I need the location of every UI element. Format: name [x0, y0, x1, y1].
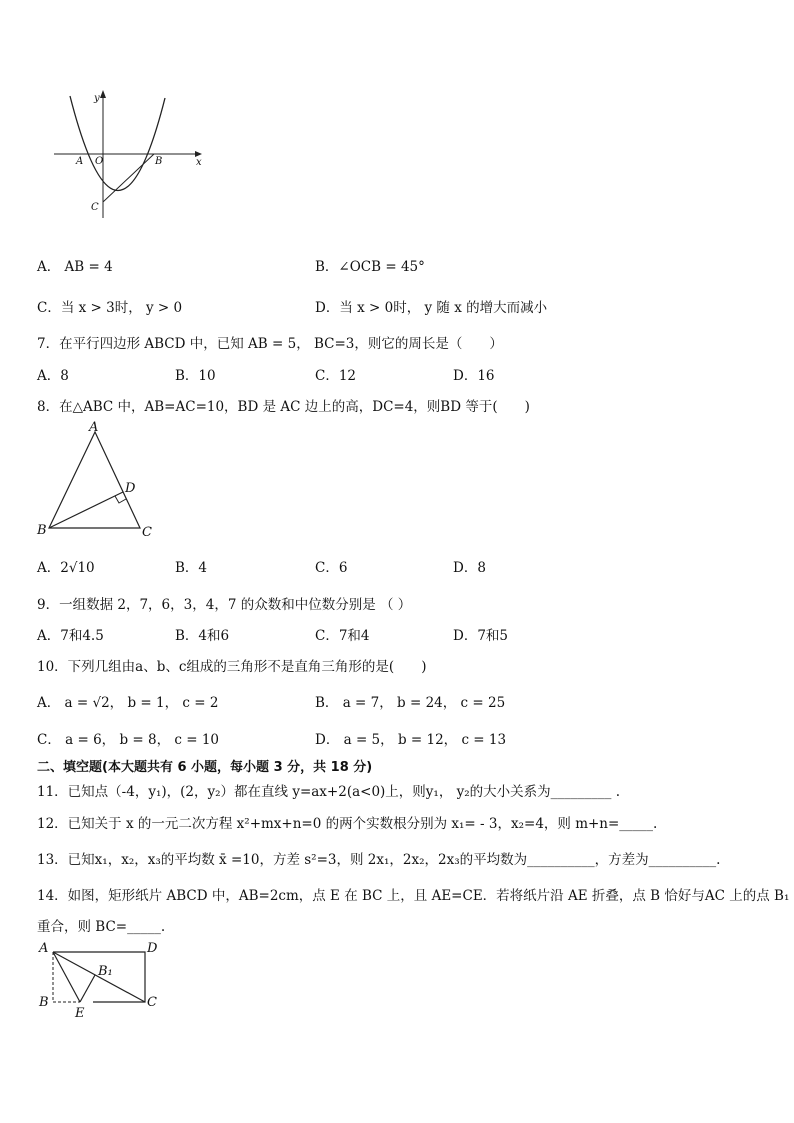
tri-label-d: D	[125, 481, 136, 496]
q9-option-d: D．7和5	[453, 628, 509, 644]
label-a: A	[76, 156, 84, 167]
segment-eb1	[80, 975, 95, 1002]
rect-label-e: E	[75, 1006, 85, 1021]
q10-option-d: D． a = 5， b = 12， c = 13	[315, 732, 507, 748]
q9-option-a: A．7和4.5	[37, 628, 104, 644]
q10-option-c: C． a = 6， b = 8， c = 10	[37, 732, 219, 748]
y-axis-arrow	[100, 90, 106, 98]
tri-label-c: C	[142, 525, 152, 540]
q7-option-d: D．16	[453, 368, 495, 384]
q6-option-c: C．当 x > 3时， y > 0	[37, 300, 183, 316]
q7-option-b: B．10	[175, 368, 216, 384]
rect-label-d: D	[147, 941, 158, 956]
rect-label-b1: B₁	[98, 964, 113, 979]
q13-text: 13．已知x₁，x₂，x₃的平均数 x̄ =10，方差 s²=3，则 2x₁，2x₂，2x₃的平均数为__________，方差为__________.	[37, 852, 721, 868]
label-y: y	[94, 93, 100, 104]
parabola-figure	[50, 88, 215, 223]
q14-line2: 重合，则 BC=_____.	[37, 919, 166, 935]
segment-cb	[103, 154, 154, 202]
q7-option-c: C．12	[315, 368, 357, 384]
parabola-curve	[70, 96, 165, 191]
q7-stem: 7．在平行四边形 ABCD 中，已知 AB = 5， BC=3，则它的周长是（ ）	[37, 336, 503, 352]
tri-label-b: B	[37, 523, 47, 538]
right-angle-mark	[115, 496, 126, 503]
q7-option-a: A．8	[37, 368, 69, 384]
q9-option-b: B．4和6	[175, 628, 230, 644]
label-b: B	[155, 156, 163, 167]
q8-option-b: B．4	[175, 560, 208, 576]
rect-label-a: A	[39, 941, 49, 956]
q9-option-c: C．7和4	[315, 628, 370, 644]
triangle-figure	[35, 418, 165, 543]
rect-label-c: C	[147, 995, 157, 1010]
label-o: O	[95, 156, 104, 167]
q10-option-a: A． a = √2， b = 1， c = 2	[37, 695, 219, 711]
q8-stem: 8．在△ABC 中，AB=AC=10，BD 是 AC 边上的高，DC=4，则BD 等于( )	[37, 399, 530, 415]
q10-stem: 10．下列几组由a、b、c组成的三角形不是直角三角形的是( )	[37, 659, 427, 675]
q6-option-d: D．当 x > 0时， y 随 x 的增大而减小	[315, 300, 548, 316]
label-c: C	[91, 202, 99, 213]
q8-option-d: D．8	[453, 560, 486, 576]
q8-option-a: A．2√10	[37, 560, 95, 576]
q6-option-b: B．∠OCB = 45°	[315, 259, 425, 275]
q6-option-a: A． AB = 4	[37, 259, 113, 275]
q11-text: 11．已知点（-4，y₁)，(2，y₂）都在直线 y=ax+2(a<0)上，则y₁， y₂的大小关系为_________ .	[37, 784, 621, 800]
q14-line1: 14．如图，矩形纸片 ABCD 中，AB=2cm，点 E 在 BC 上，且 AE=CE．若将纸片沿 AE 折叠，点 B 恰好与AC 上的点 B₁	[37, 888, 790, 904]
section-heading: 二、填空题(本大题共有 6 小题，每小题 3 分，共 18 分)	[37, 760, 373, 775]
q10-option-b: B． a = 7， b = 24， c = 25	[315, 695, 506, 711]
label-x: x	[196, 157, 202, 168]
rect-label-b: B	[39, 995, 49, 1010]
triangle-abc	[49, 432, 140, 528]
q8-option-c: C．6	[315, 560, 348, 576]
rectangle-figure	[35, 938, 165, 1020]
q9-stem: 9．一组数据 2，7，6，3，4，7 的众数和中位数分别是 （ ）	[37, 597, 412, 613]
q12-text: 12．已知关于 x 的一元二次方程 x²+mx+n=0 的两个实数根分别为 x₁= - 3，x₂=4，则 m+n=_____.	[37, 816, 658, 832]
altitude-bd	[49, 492, 123, 528]
tri-label-a: A	[89, 420, 99, 435]
